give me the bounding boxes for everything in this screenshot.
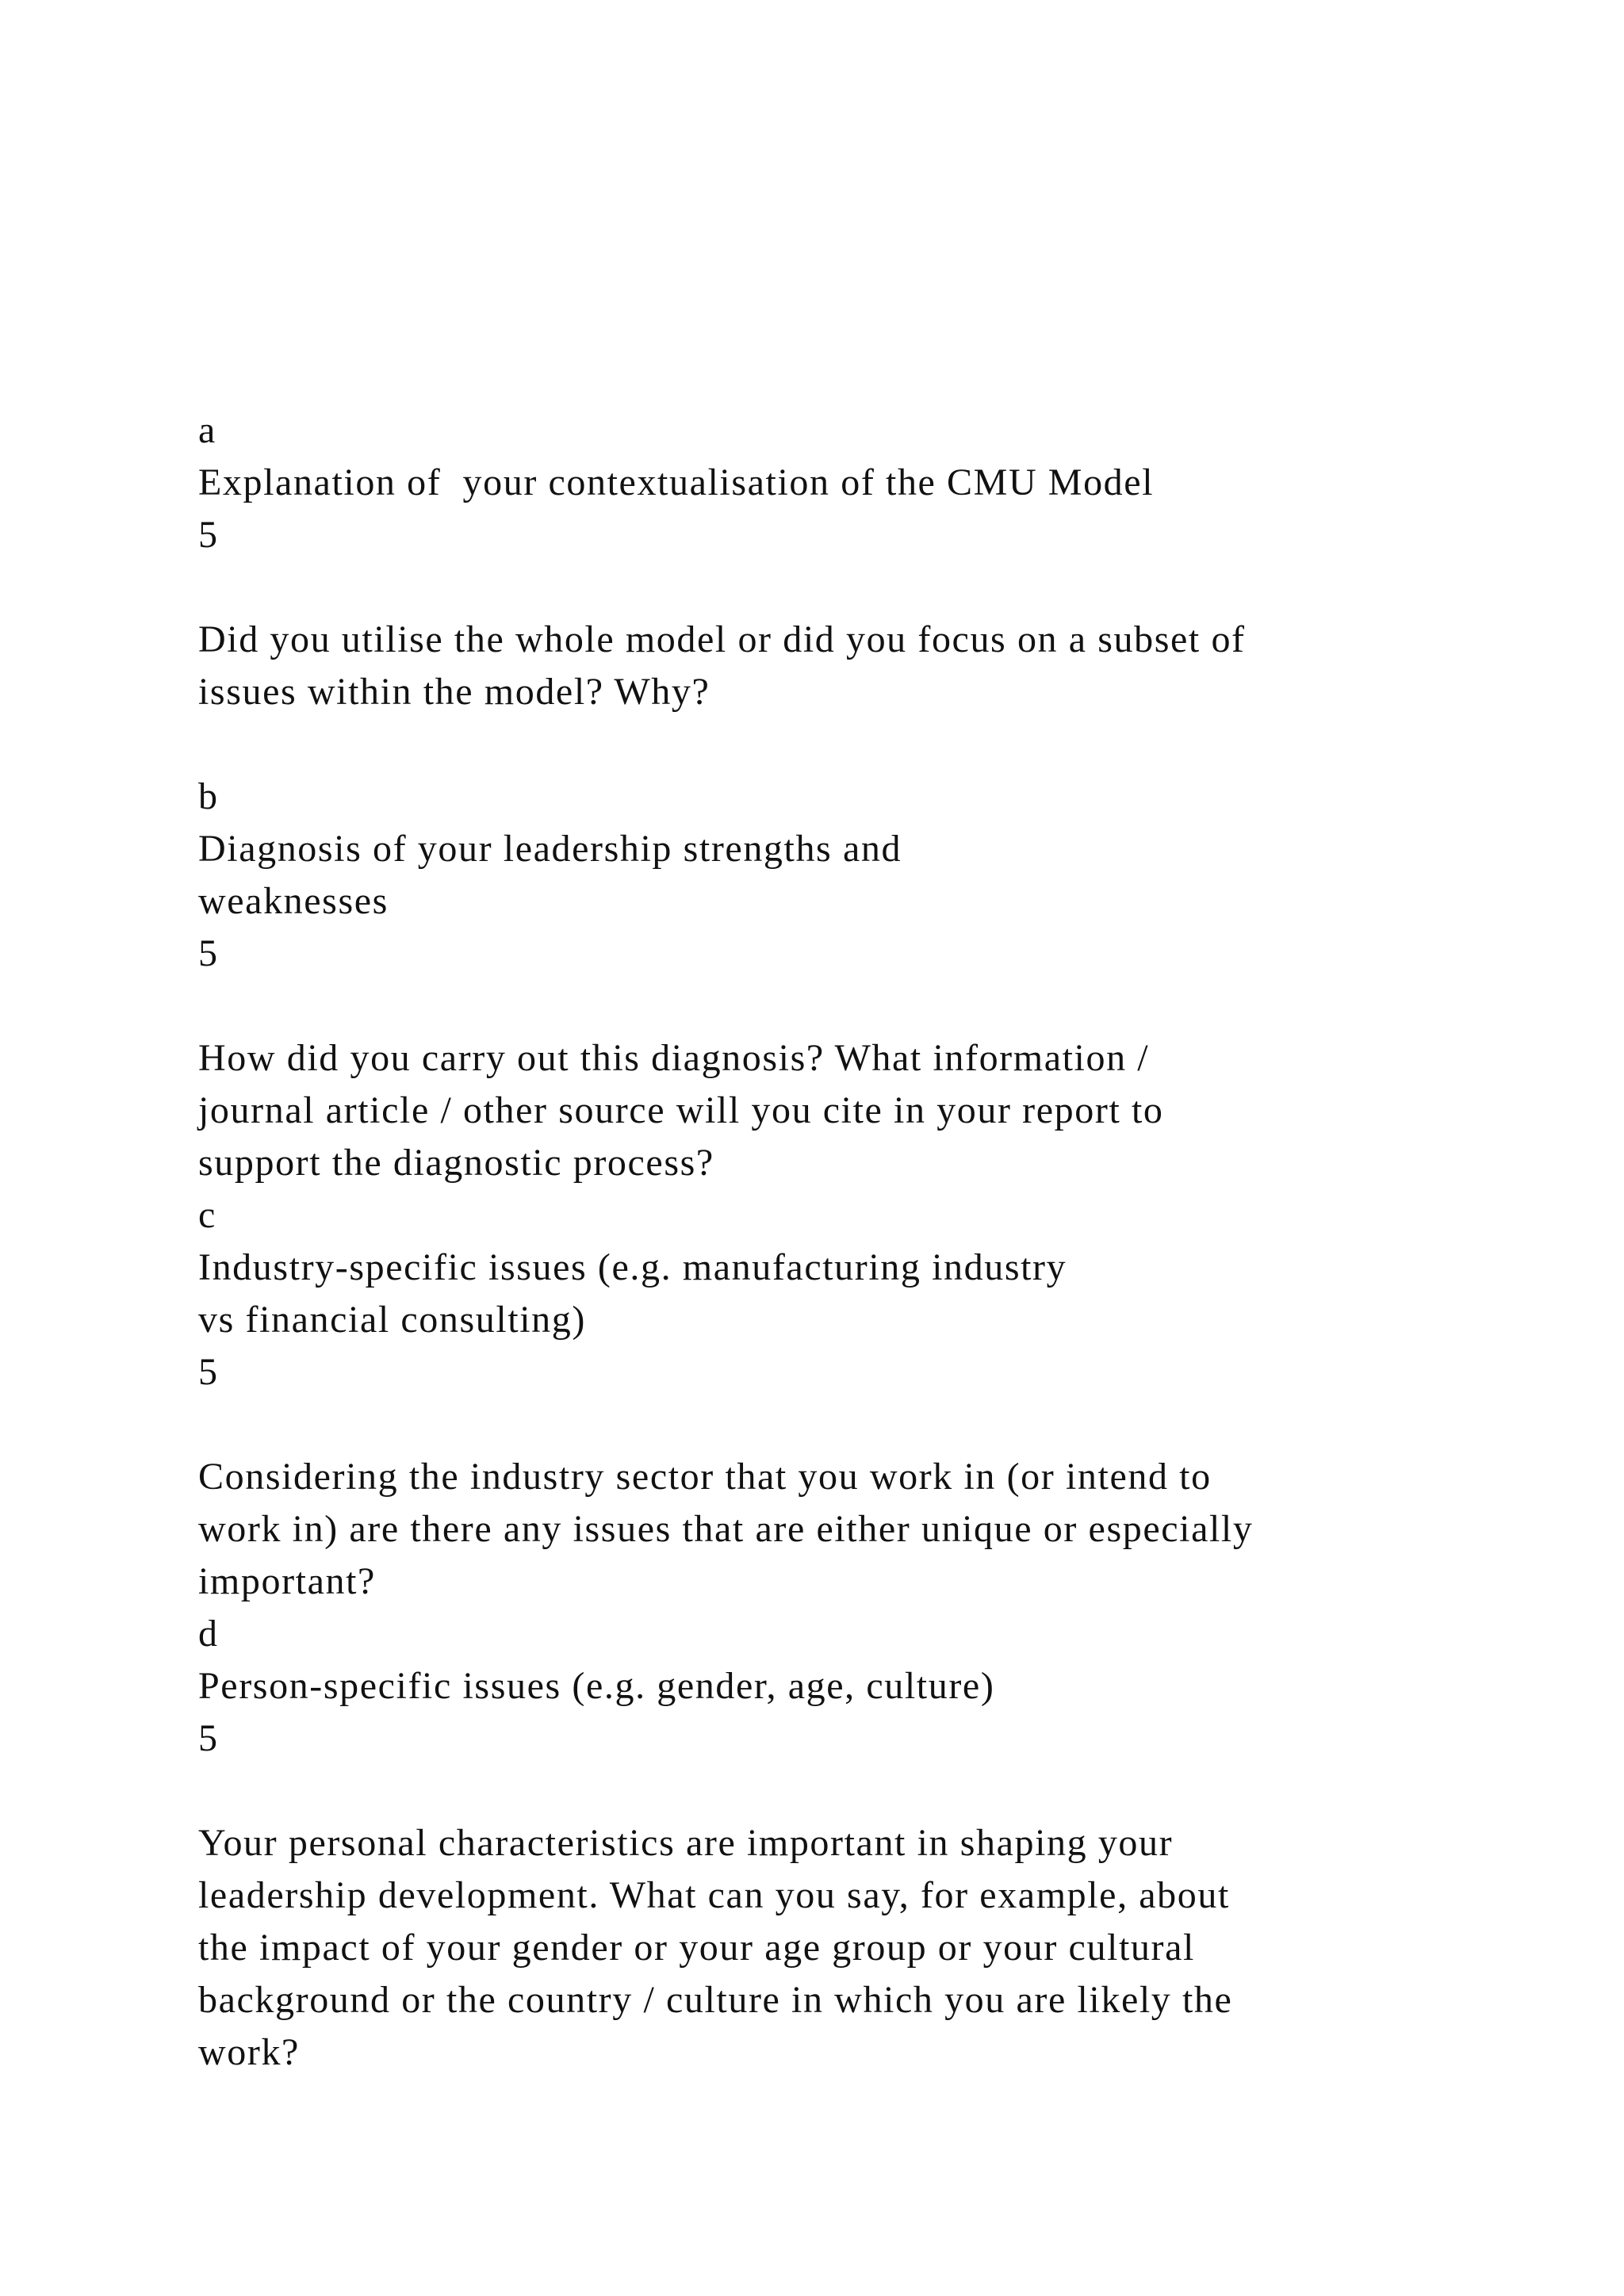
blank-line — [198, 1765, 1499, 1817]
section-c-guidance-line-1: Considering the industry sector that you work in (or intend to — [198, 1456, 1212, 1498]
section-d-guidance-line-1: Your personal characteristics are important in shaping your — [198, 1822, 1174, 1864]
section-b-guidance-line-1: How did you carry out this diagnosis? What information / — [198, 1037, 1150, 1079]
section-c-title-line-1: Industry-specific issues (e.g. manufacturing industry — [198, 1246, 1067, 1288]
section-b-guidance-line-3: support the diagnostic process? — [198, 1142, 714, 1184]
blank-line — [198, 561, 1499, 614]
section-a-letter: a — [198, 409, 216, 451]
blank-line — [198, 1399, 1499, 1451]
section-c-guidance-line-3: important? — [198, 1560, 376, 1602]
blank-line — [198, 718, 1499, 771]
section-b-marks: 5 — [198, 932, 219, 974]
section-a-marks: 5 — [198, 514, 219, 556]
section-d-guidance-line-5: work? — [198, 2031, 300, 2073]
section-c-title-line-2: vs financial consulting) — [198, 1299, 586, 1341]
section-d-guidance-line-4: background or the country / culture in which you are likely the — [198, 1979, 1233, 2021]
section-d-letter: d — [198, 1613, 219, 1655]
section-d-guidance-line-3: the impact of your gender or your age group or your cultural — [198, 1927, 1195, 1969]
section-a-guidance-line-1: Did you utilise the whole model or did you focus on a subset of — [198, 618, 1246, 660]
section-c-letter: c — [198, 1194, 216, 1236]
section-a-title: Explanation of your contextualisation of the CMU Model — [198, 461, 1155, 503]
blank-line — [198, 980, 1499, 1032]
section-a-guidance-line-2: issues within the model? Why? — [198, 671, 710, 713]
section-d-marks: 5 — [198, 1717, 219, 1759]
section-b-guidance-line-2: journal article / other source will you cite in your report to — [198, 1089, 1164, 1131]
section-c-guidance-line-2: work in) are there any issues that are either unique or especially — [198, 1508, 1254, 1550]
section-d-title: Person-specific issues (e.g. gender, age, culture) — [198, 1665, 995, 1707]
section-d-guidance-line-2: leadership development. What can you say, for example, about — [198, 1874, 1230, 1916]
document-body — [198, 404, 1499, 2079]
section-b-letter: b — [198, 775, 219, 817]
section-c-marks: 5 — [198, 1351, 219, 1393]
section-b-title-line-1: Diagnosis of your leadership strengths and — [198, 828, 902, 870]
section-b-title-line-2: weaknesses — [198, 880, 389, 922]
